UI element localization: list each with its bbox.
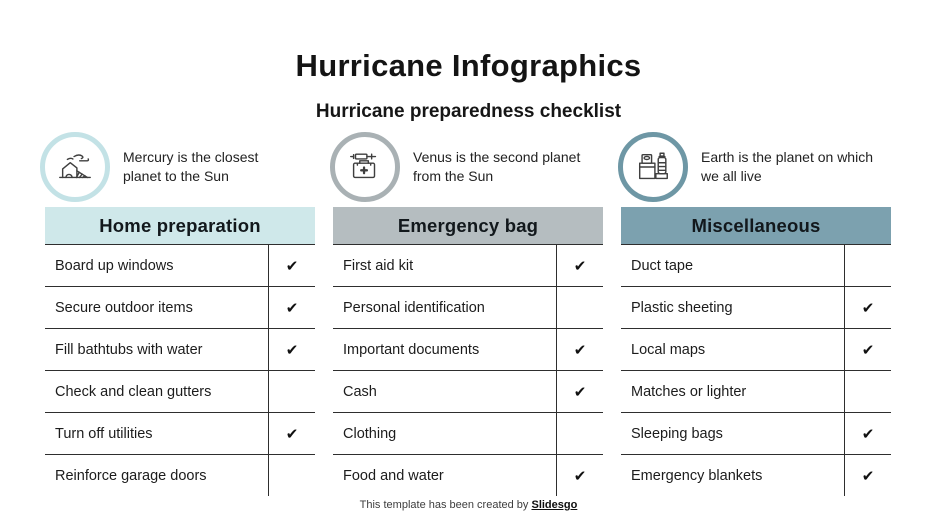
- check-cell: ✔: [268, 329, 315, 370]
- item-label-cell: Sleeping bags: [631, 425, 723, 442]
- check-cell: ✔: [268, 245, 315, 286]
- footer-text: This template has been created by: [359, 499, 529, 511]
- item-label-cell: Fill bathtubs with water: [55, 341, 203, 358]
- table-row: [45, 370, 315, 412]
- table-row: [621, 454, 891, 496]
- fact-icon-circle: [618, 132, 688, 202]
- check-cell: [268, 371, 315, 412]
- checklist-column-home-preparation: [45, 207, 315, 496]
- table-row: [45, 244, 315, 286]
- item-label-cell: Turn off utilities: [55, 425, 153, 442]
- column-header: Emergency bag: [333, 207, 603, 244]
- item-label-cell: Check and clean gutters: [55, 383, 212, 400]
- checklist-column-miscellaneous: [621, 207, 891, 496]
- check-cell: [844, 245, 891, 286]
- item-label-cell: Food and water: [343, 467, 444, 484]
- table-row: [621, 244, 891, 286]
- fact-item: [330, 133, 618, 201]
- check-cell: [268, 455, 315, 496]
- check-cell: ✔: [844, 455, 891, 496]
- table-row: [45, 412, 315, 454]
- fact-item: [40, 133, 328, 201]
- checklist-table: [45, 244, 315, 496]
- fact-item: [618, 133, 906, 201]
- item-label-cell: Cash: [343, 383, 377, 400]
- first-aid-kit-icon: [346, 148, 384, 186]
- table-row: [333, 412, 603, 454]
- check-cell: ✔: [556, 245, 603, 286]
- table-row: [45, 286, 315, 328]
- item-label-cell: Emergency blankets: [631, 467, 763, 484]
- table-row: [333, 328, 603, 370]
- supplies-icon: [634, 148, 672, 186]
- check-cell: ✔: [844, 413, 891, 454]
- fact-text: Earth is the planet on which we all live: [701, 149, 873, 184]
- fact-text: Mercury is the closest planet to the Sun: [123, 149, 259, 184]
- checklist-table: [333, 244, 603, 496]
- page-title: Hurricane Infographics: [295, 48, 642, 83]
- checklist-column-emergency-bag: [333, 207, 603, 496]
- checklist-table: [621, 244, 891, 496]
- table-row: [333, 244, 603, 286]
- page-subtitle: Hurricane preparedness checklist: [315, 101, 622, 122]
- check-cell: ✔: [844, 329, 891, 370]
- item-label-cell: Important documents: [343, 341, 480, 358]
- check-cell: [556, 413, 603, 454]
- fact-text: Venus is the second planet from the Sun: [413, 149, 581, 184]
- table-row: [333, 370, 603, 412]
- item-label-cell: Duct tape: [631, 257, 694, 274]
- item-label-cell: Secure outdoor items: [55, 299, 193, 316]
- table-row: [621, 370, 891, 412]
- item-label-cell: First aid kit: [343, 257, 414, 274]
- table-row: [333, 286, 603, 328]
- table-row: [45, 454, 315, 496]
- check-cell: [844, 371, 891, 412]
- check-cell: ✔: [556, 329, 603, 370]
- item-label-cell: Matches or lighter: [631, 383, 747, 400]
- check-cell: ✔: [556, 455, 603, 496]
- check-cell: ✔: [556, 371, 603, 412]
- check-cell: [556, 287, 603, 328]
- table-row: [621, 328, 891, 370]
- item-label-cell: Reinforce garage doors: [55, 467, 207, 484]
- check-cell: ✔: [268, 287, 315, 328]
- fact-icon-circle: [40, 132, 110, 202]
- item-label-cell: Local maps: [631, 341, 706, 358]
- column-header: Home preparation: [45, 207, 315, 244]
- item-label-cell: Clothing: [343, 425, 397, 442]
- house-wind-icon: [56, 148, 94, 186]
- fact-icon-circle: [330, 132, 400, 202]
- item-label-cell: Personal identification: [343, 299, 485, 316]
- table-row: [621, 412, 891, 454]
- check-cell: ✔: [844, 287, 891, 328]
- check-cell: ✔: [268, 413, 315, 454]
- slidesgo-link[interactable]: Slidesgo: [531, 499, 578, 511]
- item-label-cell: Board up windows: [55, 257, 174, 274]
- item-label-cell: Plastic sheeting: [631, 299, 733, 316]
- table-row: [45, 328, 315, 370]
- footer-credit: [0, 499, 937, 511]
- table-row: [333, 454, 603, 496]
- table-row: [621, 286, 891, 328]
- column-header: Miscellaneous: [621, 207, 891, 244]
